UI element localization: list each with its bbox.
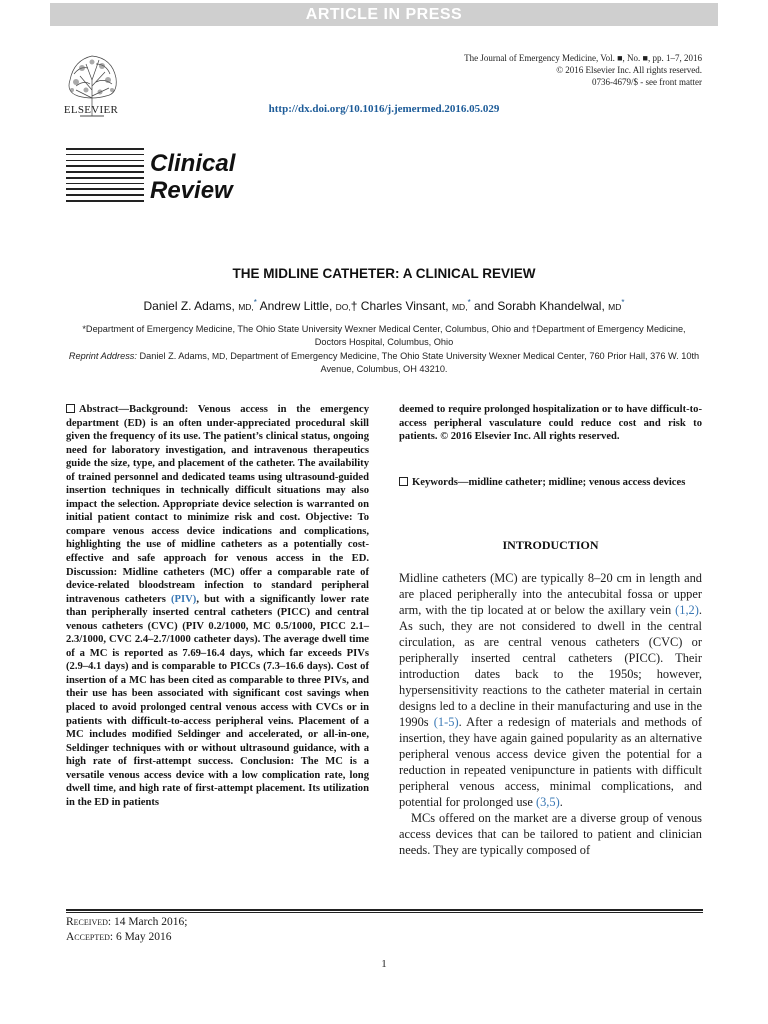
accepted-value: : 6 May 2016 (109, 931, 172, 943)
introduction-heading: INTRODUCTION (502, 538, 599, 552)
article-in-press-banner: ARTICLE IN PRESS (50, 3, 718, 26)
keywords-box-icon (399, 477, 408, 486)
page-number: 1 (381, 958, 387, 970)
author-name: and Sorabh Khandelwal, (474, 299, 605, 313)
affiliations: *Department of Emergency Medicine, The Ohio State University Wexner Medical Center, Columbus, Ohio and †Department of Emergency Medicine, Doctors Hospital, Columbus, Ohio (82, 324, 686, 347)
section-label (150, 150, 235, 204)
intro-paragraph-1 (399, 570, 702, 810)
journal-line-1: The Journal of Emergency Medicine, Vol. ■, No. ■, pp. 1–7, 2016 (464, 53, 702, 63)
reprint-name: Daniel Z. Adams, (139, 351, 210, 361)
citation-link[interactable]: (1-5) (433, 715, 459, 729)
section-label-line-1: Clinical (150, 150, 236, 177)
reprint-degree: MD, (212, 351, 228, 361)
author-list (0, 298, 768, 313)
article-dates (66, 915, 187, 945)
abstract (66, 403, 369, 809)
footer-rule (66, 909, 703, 911)
abstract-text-2: , but with a significantly lower rate than peripherally inserted central catheters (PICC) and central venous catheters (CVC) (PIV 0.2/1000, MC 0.5/1000, PICC 2.1–2.3/1000, CVC 2.4–2.7/1000 catheter days). The average dwell time of a MC is reported as 7.69–16.4 days, which far exceeds PIVs (2.9–4.1 days) and is comparable to PICCs (7.3–16.6 days). Cost of insertion of a MC has been cited as comparable to three PIVs, and their use has been associated with significant cost savings when placed to avoid prolonged central venous access with CVCs or in patients with difficult-to-access peripheral veins. Placement of a MC includes modified Seldinger and accelerated, or all-in-one, Seldinger techniques with or without ultrasound guidance, with a high rate of first-attempt success. Conclusion: The MC is a versatile venous access device with a low complication rate, long dwell time, and high rate of first-attempt placement. Its utilization in the ED in patients (66, 593, 369, 808)
introduction-body (399, 570, 702, 858)
reprint-label: Reprint Address: (68, 351, 137, 361)
author-mark[interactable]: * (467, 298, 471, 307)
author-mark[interactable]: * (621, 298, 625, 307)
intro-text: Midline catheters (MC) are typically 8–20 cm in length and are placed peripherally into the antecubital fossa or upper arm, with the tip located at or below the axillary vein (399, 571, 702, 617)
received-date (66, 915, 187, 930)
reprint-address-text: Department of Emergency Medicine, The Ohio State University Wexner Medical Center, 760 Prior Hall, 376 W. 10th Avenue, Columbus, OH 43210. (230, 351, 700, 374)
article-title: THE MIDLINE CATHETER: A CLINICAL REVIEW (232, 266, 536, 281)
intro-paragraph-2: MCs offered on the market are a diverse group of venous access devices that can be tailored to patient and clinician needs. They are typically composed of (399, 811, 702, 857)
journal-citation (372, 52, 702, 88)
journal-line-2: © 2016 Elsevier Inc. All rights reserved. (556, 65, 702, 75)
section-label-line-2: Review (150, 177, 233, 204)
intro-text: . As such, they are not considered to dwell in the central circulation, as are central venous catheters (CVC) or peripherally inserted central catheters (PICC). Their introduction dates back to the 1950s; however, hypersensitivity reactions to the catheter material in certain designs led to a decline in their manufacturing and use in the 1990s (399, 603, 702, 729)
abstract-box-icon (66, 404, 75, 413)
journal-line-3: 0736-4679/$ - see front matter (592, 77, 702, 87)
footer-rule-thin (66, 912, 703, 913)
intro-text: . After a redesign of materials and methods of insertion, they have again gained popularity as an alternative peripheral venous access device given the potential for a reduction in repeated venipuncture in patients with difficult peripheral venous access, minimal complications, and potential for prolonged use (399, 715, 703, 809)
doi-container (0, 99, 768, 117)
keywords (399, 476, 702, 490)
elsevier-wordmark: ELSEVIER (63, 104, 119, 116)
section-lines-graphic (66, 148, 144, 204)
doi-link[interactable]: http://dx.doi.org/10.1016/j.jemermed.2016.05.029 (268, 103, 500, 115)
author-name: Andrew Little, (259, 299, 333, 313)
accepted-label: Accepted (66, 931, 110, 943)
citation-link[interactable]: (3,5) (535, 795, 560, 809)
author-degree: MD, (451, 302, 468, 312)
abstract-continued: deemed to require prolonged hospitalization or to have difficult-to-access peripheral vasculature could reduce cost and risk to patients. © 2016 Elsevier Inc. All rights reserved. (399, 404, 702, 443)
received-label: Received (66, 916, 108, 928)
received-value: : 14 March 2016; (107, 916, 188, 928)
author-name: Daniel Z. Adams, (143, 299, 235, 313)
keywords-text: Keywords—midline catheter; midline; venous access devices (412, 477, 686, 488)
abstract-text-1: Venous access in the emergency department (ED) is an often under-appreciated procedural skill given the frequency of its use. The patient’s clinical status, ongoing need for laboratory investigation, and intravenous therapeutics guide the size, type, and placement of the catheter. The availability of trained personnel and dedicated teams using ultrasound-guided insertion techniques in technically difficult situations may also impact the selection. Appropriate device selection is warranted on initial patient contact to minimize risk and cost. Objective: To compare venous access device indications and complications, highlighting the use of midline catheters as a potentially cost-effective and safe approach for venous access in the ED. Discussion: Midline catheters (MC) offer a comparable rate of device-related bloodstream infection to standard peripheral intravenous catheters (66, 404, 369, 605)
author-mark: † (350, 299, 358, 313)
citation-link[interactable]: (1,2) (675, 603, 699, 617)
abstract-heading: Abstract—Background: (79, 404, 198, 415)
reprint-address (66, 350, 702, 376)
author-degree: MD (608, 302, 622, 312)
author-mark[interactable]: * (253, 298, 257, 307)
author-name: Charles Vinsant, (360, 299, 449, 313)
intro-text: . (559, 795, 563, 809)
author-degree: MD, (238, 302, 254, 312)
author-degree: DO, (335, 302, 351, 312)
accepted-date (66, 930, 187, 945)
abstract-link[interactable]: (PIV) (171, 593, 197, 605)
